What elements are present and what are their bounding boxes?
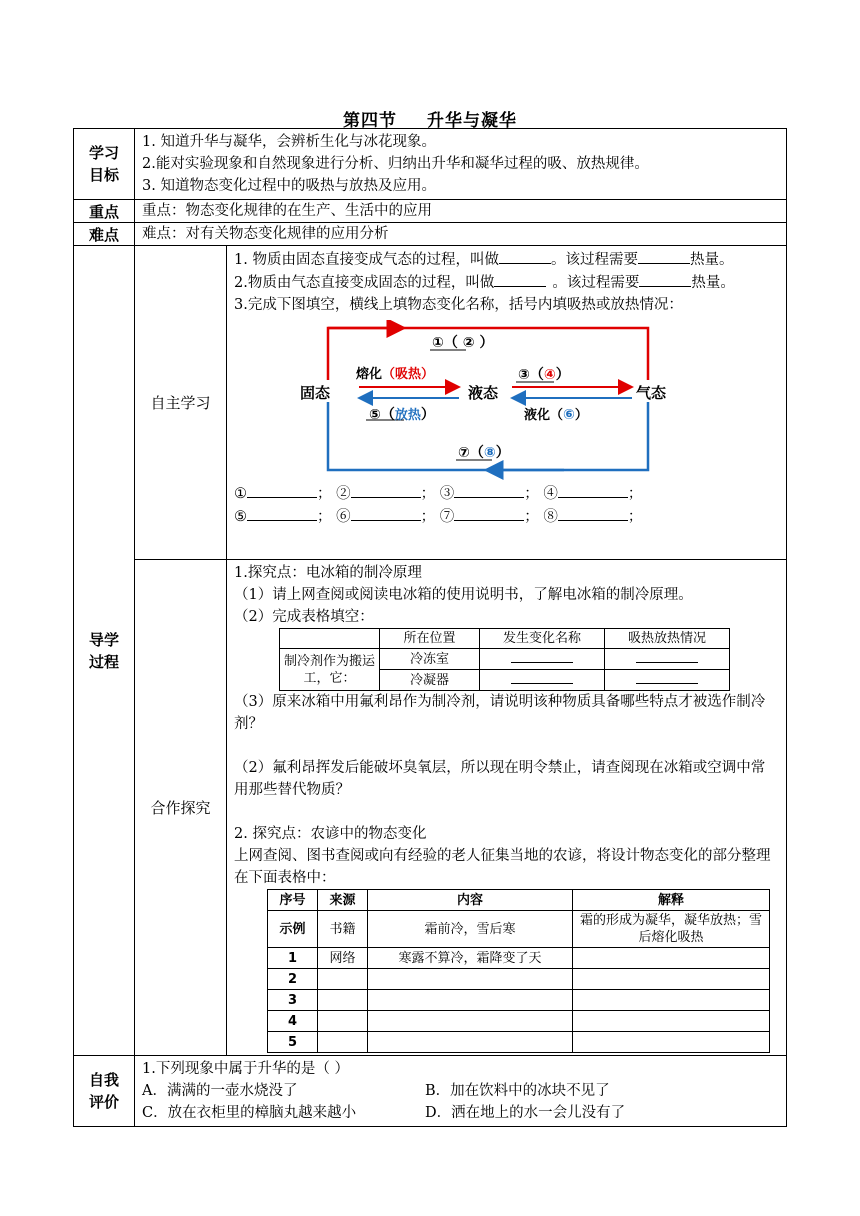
label-7-8: ⑦（⑧）	[458, 445, 510, 461]
state-change-diagram	[300, 320, 734, 480]
answer-blank[interactable]	[499, 248, 551, 264]
goals-content	[135, 129, 787, 200]
answer-blank[interactable]	[494, 271, 546, 287]
label-3-4: ③（④）	[518, 367, 570, 383]
label-5: ⑤（放热）	[369, 407, 435, 423]
table-row: 示例 书籍 霜前冷，雪后寒 霜的形成为凝华，凝华放热；雪后熔化吸热	[268, 911, 770, 948]
table-row: 5	[268, 1032, 770, 1053]
question-2: 2.物质由气态直接变成固态的过程，叫做 。该过程需要 热量。	[234, 271, 779, 294]
hard-label: 难点	[74, 223, 135, 246]
inquiry-1-step-2: （2）完成表格填空：	[234, 609, 374, 625]
key-text: 重点：物态变化规律的在生产、生活中的应用	[135, 200, 787, 223]
option-a[interactable]: A．满满的一壶水烧没了	[142, 1083, 298, 1099]
header-cell: 解释	[573, 890, 770, 911]
header-cell: 序号	[268, 890, 318, 911]
section-name: 升华与凝华	[427, 111, 517, 131]
eval-row	[74, 1056, 787, 1127]
question-1: 1. 物质由固态直接变成气态的过程，叫做 。该过程需要 热量。	[234, 248, 779, 271]
option-d[interactable]: D．洒在地上的水一会儿没有了	[425, 1105, 626, 1121]
answer-cell[interactable]	[605, 649, 730, 670]
cooperate-label: 合作探究	[135, 560, 227, 1056]
table-cell: 冷凝器	[380, 670, 480, 691]
question-3: 3.完成下图填空，横线上填物态变化名称，括号内填吸热或放热情况：	[234, 297, 683, 313]
cooperate-row	[74, 560, 787, 1056]
header-cell: 内容	[368, 890, 573, 911]
state-gas: 气态	[636, 384, 667, 402]
self-study-content	[227, 246, 787, 560]
process-label: 导学过程	[74, 246, 135, 1056]
answer-row-1: ① ； ② ； ③ ； ④ ；	[234, 482, 779, 505]
state-solid: 固态	[300, 384, 331, 402]
label-top: ①（ ② ）	[432, 335, 494, 351]
answer-blank[interactable]	[638, 248, 690, 264]
answer-blank[interactable]	[454, 482, 524, 498]
answer-row-2: ⑤ ； ⑥ ； ⑦ ； ⑧ ；	[234, 505, 779, 528]
option-b[interactable]: B．加在饮料中的冰块不见了	[425, 1083, 610, 1099]
eval-question: 1.下列现象中属于升华的是（ ）	[142, 1061, 349, 1077]
eval-content	[135, 1056, 787, 1127]
label-melt: 熔化（吸热）	[356, 367, 435, 382]
answer-blank[interactable]	[351, 482, 421, 498]
row-label: 制冷剂作为搬运工，它：	[280, 649, 380, 691]
hard-text: 难点：对有关物态变化规律的应用分析	[135, 223, 787, 246]
cooperate-content	[227, 560, 787, 1056]
inquiry-1-step-4: （2）氟利昂挥发后能破坏臭氧层，所以现在明令禁止，请查阅现在冰箱或空调中常用那些替代物质？	[234, 760, 766, 798]
diagram-arrows	[314, 320, 734, 480]
answer-blank[interactable]	[558, 482, 628, 498]
header-cell: 来源	[318, 890, 368, 911]
header-cell: 发生变化名称	[480, 629, 605, 649]
answer-cell[interactable]	[480, 649, 605, 670]
goal-item: 2.能对实验现象和自然现象进行分析、归纳出升华和凝华过程的吸、放热规律。	[142, 156, 649, 172]
eval-label: 自我评价	[74, 1056, 135, 1127]
answer-cell[interactable]	[605, 670, 730, 691]
inquiry-1-title: 1.探究点：电冰箱的制冷原理	[234, 565, 422, 581]
hard-row	[74, 223, 787, 246]
table-row: 1 网络 寒露不算冷，霜降变了天	[268, 948, 770, 969]
self-study-label: 自主学习	[135, 246, 227, 560]
option-c[interactable]: C．放在衣柜里的樟脑丸越来越小	[142, 1105, 357, 1121]
inquiry-1-step-3: （3）原来冰箱中用氟利昂作为制冷剂，请说明该种物质具备哪些特点才被选作制冷剂？	[234, 694, 766, 732]
refrigerant-table	[279, 628, 730, 691]
table-row: 4	[268, 1011, 770, 1032]
state-liquid: 液态	[468, 384, 499, 402]
answer-blank[interactable]	[454, 505, 524, 521]
table-row: 3	[268, 990, 770, 1011]
lesson-table	[73, 128, 787, 1127]
self-study-row	[74, 246, 787, 560]
answer-blank[interactable]	[639, 271, 691, 287]
key-row	[74, 200, 787, 223]
goals-label: 学习目标	[74, 129, 135, 200]
key-label: 重点	[74, 200, 135, 223]
label-liquefy: 液化（⑥）	[524, 407, 588, 423]
proverb-table	[267, 889, 770, 1053]
eval-options-cd	[142, 1102, 779, 1124]
goal-item: 1. 知道升华与凝华，会辨析生化与冰花现象。	[142, 134, 436, 150]
inquiry-2-title: 2. 探究点：农谚中的物态变化	[234, 826, 427, 842]
inquiry-1-step-1: （1）请上网查阅或阅读电冰箱的使用说明书，了解电冰箱的制冷原理。	[234, 587, 693, 603]
header-cell: 所在位置	[380, 629, 480, 649]
answer-blank[interactable]	[247, 482, 317, 498]
answer-blank[interactable]	[558, 505, 628, 521]
table-row: 2	[268, 969, 770, 990]
answer-blank[interactable]	[247, 505, 317, 521]
answer-blank[interactable]	[351, 505, 421, 521]
goals-row	[74, 129, 787, 200]
section-number: 第四节	[343, 111, 397, 131]
answer-cell[interactable]	[480, 670, 605, 691]
goal-item: 3. 知道物态变化过程中的吸热与放热及应用。	[142, 178, 436, 194]
header-cell: 吸热放热情况	[605, 629, 730, 649]
inquiry-2-desc: 上网查阅、图书查阅或向有经验的老人征集当地的农谚，将设计物态变化的部分整理在下面表格中：	[234, 848, 771, 886]
table-cell: 冷冻室	[380, 649, 480, 670]
eval-options-ab	[142, 1080, 779, 1102]
